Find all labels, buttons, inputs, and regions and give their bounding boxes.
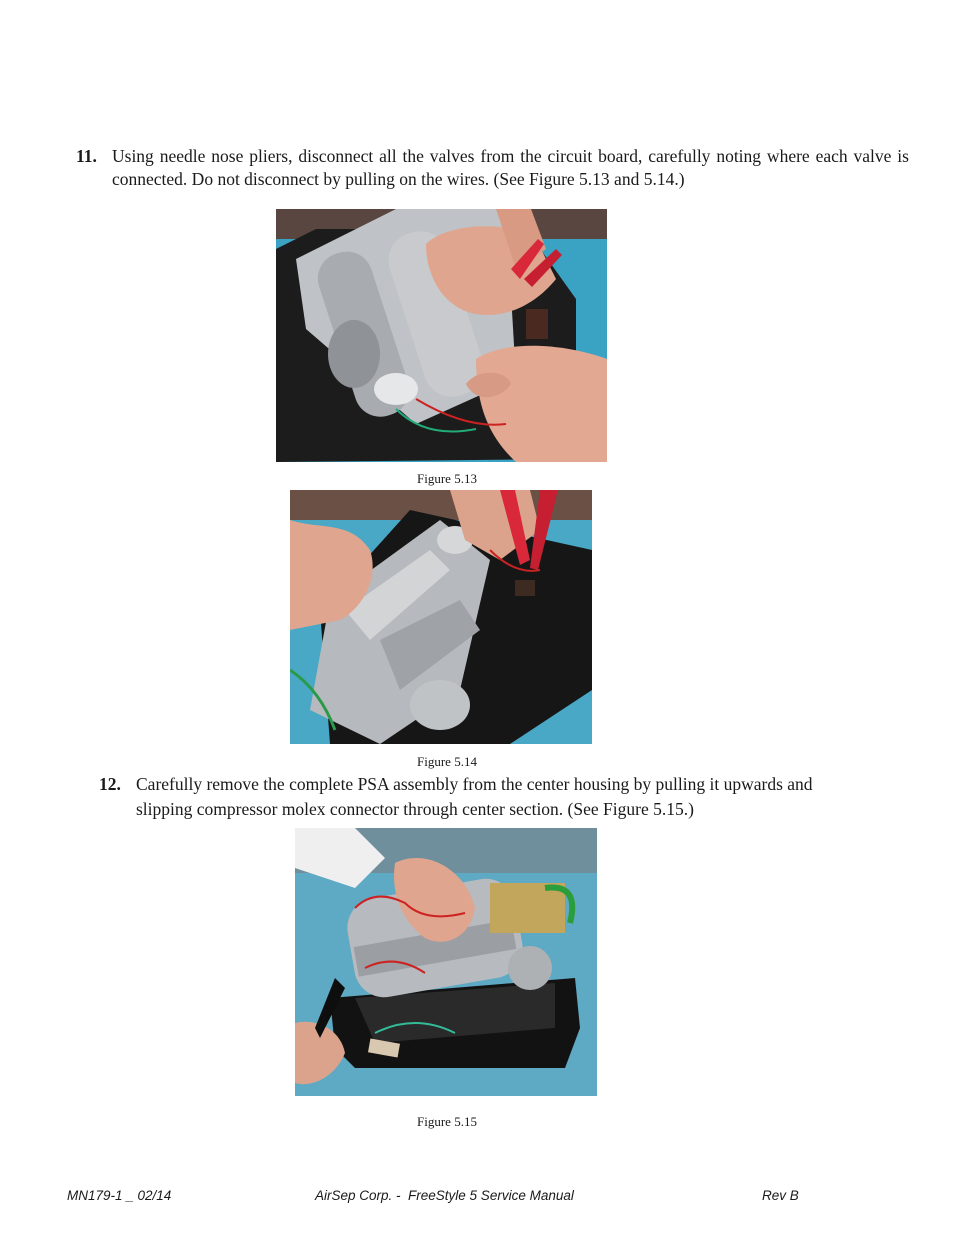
step-number: 11.: [76, 146, 97, 166]
footer-revision: Rev B: [762, 1188, 799, 1203]
step-number: 12.: [99, 774, 121, 794]
figure-caption: Figure 5.15: [417, 1114, 477, 1129]
figure-5-13-photo: [276, 209, 607, 462]
step-text: Carefully remove the complete PSA assembly from the center housing by pulling it upwards and slipping compressor molex connector through center section. (See Figure 5.15.): [136, 774, 813, 819]
footer-manual-title: AirSep Corp. - FreeStyle 5 Service Manual: [315, 1188, 574, 1203]
footer-document-id: MN179-1 _ 02/14: [67, 1188, 172, 1203]
step-11: [76, 145, 909, 191]
figure-caption: Figure 5.13: [417, 471, 477, 486]
step-12: [99, 772, 839, 822]
figure-5-14-photo: [290, 490, 592, 744]
figure-5-15-photo: [295, 828, 597, 1096]
step-text: Using needle nose pliers, disconnect all the valves from the circuit board, carefully noting where each valve is connected. Do not disconnect by pulling on the wires. (See Figure 5.13 and 5.14.): [112, 146, 909, 189]
figure-caption: Figure 5.14: [417, 754, 477, 769]
